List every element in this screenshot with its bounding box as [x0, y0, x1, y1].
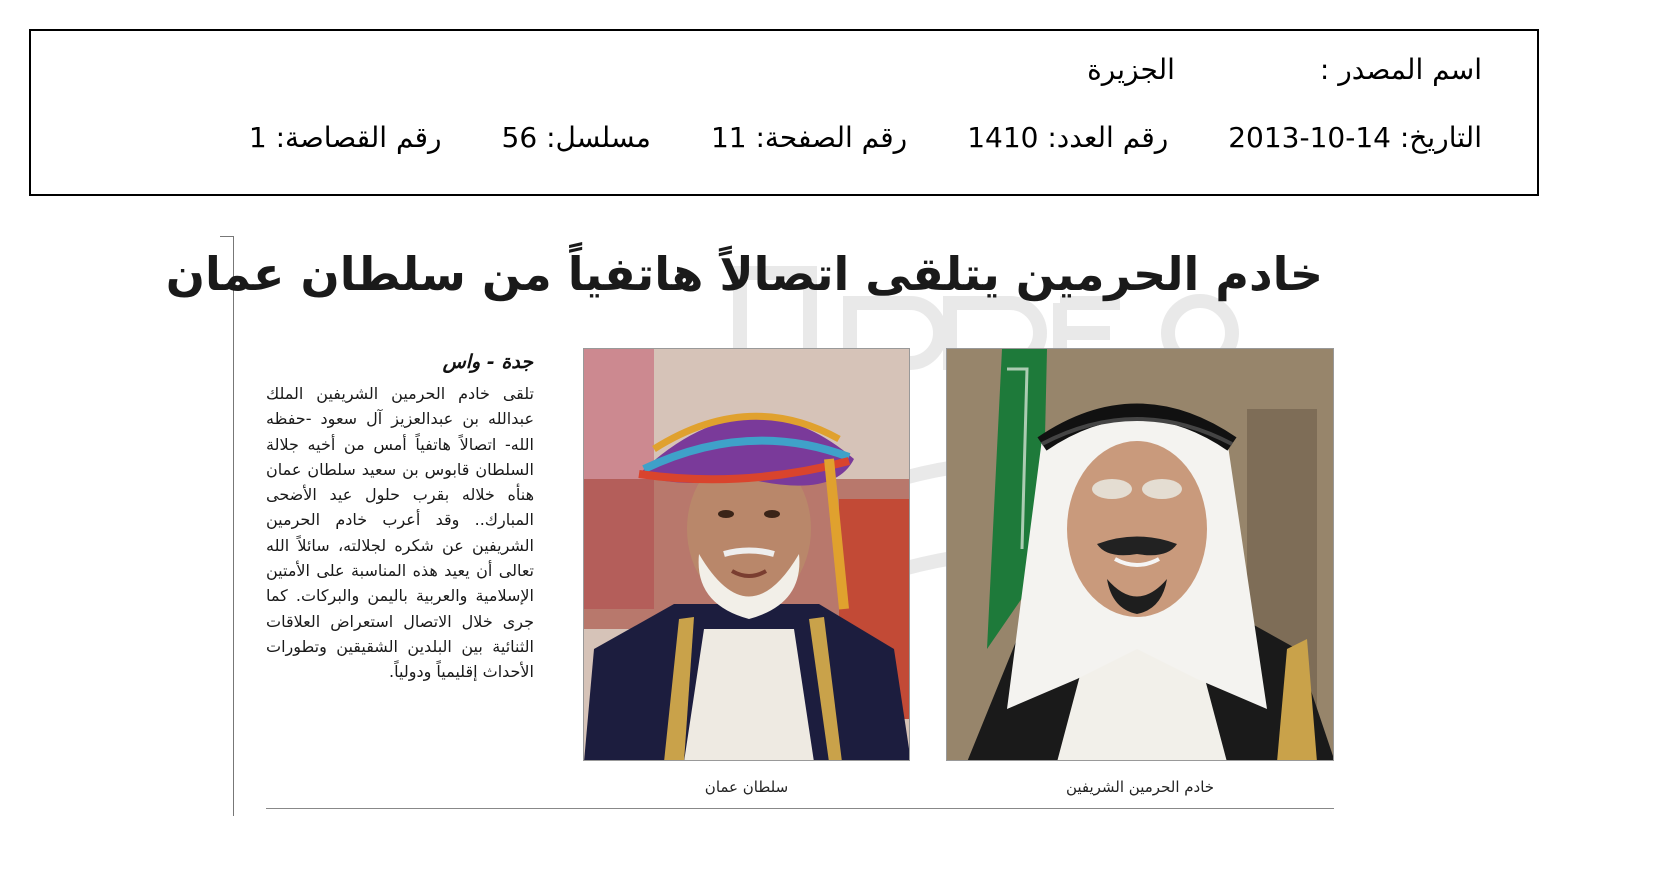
clip-value: 1	[248, 121, 267, 154]
date-value: 2013-10-14	[1228, 121, 1391, 154]
source-row	[1087, 53, 1482, 86]
source-value: الجزيرة	[1087, 53, 1175, 86]
issue-value: 1410	[967, 121, 1039, 154]
article-headline: خادم الحرمين يتلقى اتصالاً هاتفياً من سلطان عمان	[165, 247, 1323, 301]
serial-label: مسلسل:	[546, 121, 651, 154]
issue-label: رقم العدد:	[1047, 121, 1169, 154]
page-value: 11	[710, 121, 747, 154]
king-photo-caption: خادم الحرمين الشريفين	[1065, 778, 1215, 796]
page-label: رقم الصفحة:	[755, 121, 908, 154]
clip-label: رقم القصاصة:	[275, 121, 442, 154]
king-photo	[946, 348, 1334, 761]
article-body: تلقى خادم الحرمين الشريفين الملك عبدالله بن عبدالعزيز آل سعود -حفظه الله- اتصالاً هاتفياً أمس من أخيه جلالة السلطان قابوس بن سعيد سلطان عمان هنأه خلاله بقرب حلول عيد الأضحى المبارك.. وقد أعرب خادم الحرمين الشريفين عن شكره لجلالته، سائلاً الله تعالى أن يعيد هذه المناسبة على الأمتين الإسلامية والعربية باليمن والبركات. كما جرى خلال الاتصال استعراض العلاقات الثنائية بين البلدين الشقيقين وتطورات الأحداث إقليمياً ودولياً.	[266, 384, 534, 682]
date-label: التاريخ:	[1399, 121, 1482, 154]
clipping-info-box	[29, 29, 1539, 196]
column-rule-tick	[220, 236, 234, 237]
sultan-photo-caption: سلطان عمان	[704, 778, 789, 796]
source-label: اسم المصدر :	[1319, 53, 1482, 86]
column-rule	[233, 236, 234, 816]
meta-row	[249, 121, 1482, 154]
newspaper-clipping	[165, 233, 1345, 823]
serial-value: 56	[501, 121, 538, 154]
sultan-photo	[583, 348, 910, 761]
article-byline: جدة - واس	[442, 351, 533, 373]
bottom-rule	[266, 808, 1334, 809]
